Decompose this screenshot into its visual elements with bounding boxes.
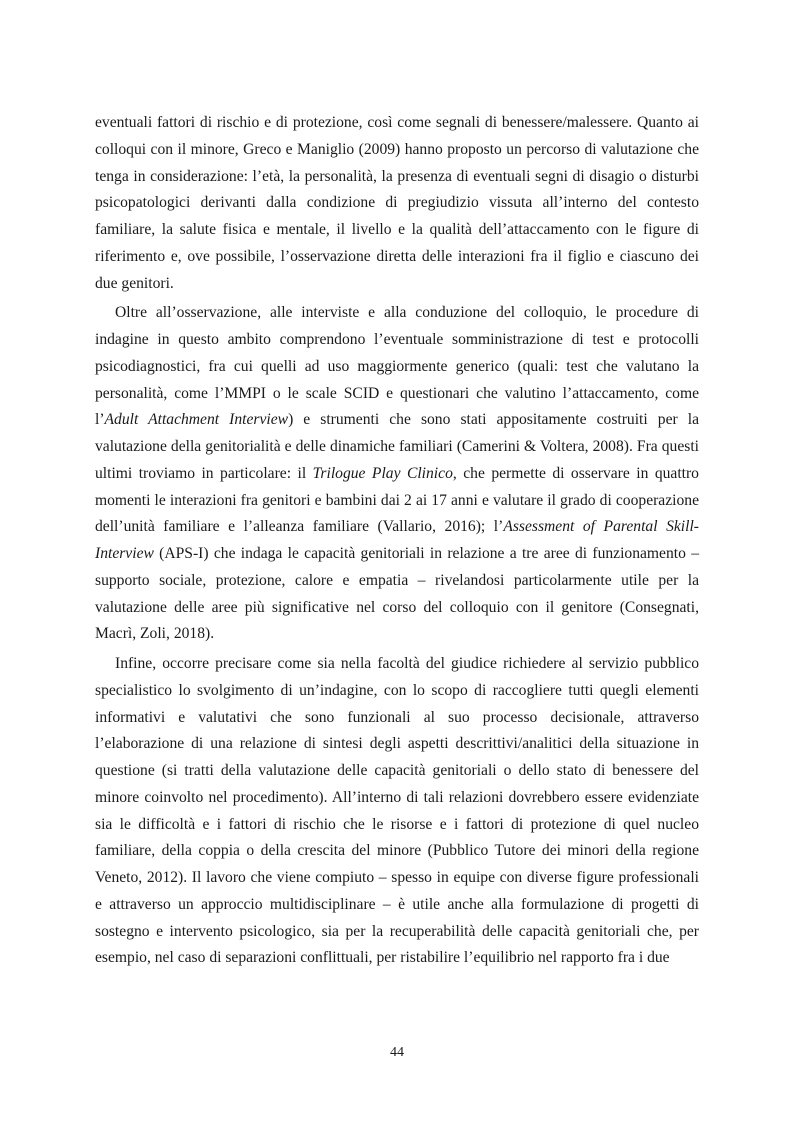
paragraph-continuation [95,110,699,297]
paragraph-2-segment-3: ) e strumenti che sono stati appositamente costruiti per la valutazione della genitorialità e delle dinamiche familiari (Camerini & Voltera, 2008). Fra questi ultimi troviamo in particolare: il [95,411,699,482]
paragraph-judicial-request [95,651,699,972]
title-assessment-of-parental-skill-interview: Assessment of Parental Skill-Interview [95,518,699,562]
page-number: 44 [390,1045,404,1060]
paragraph-3-segment-1: Infine, occorre precisare come sia nella facoltà del giudice richiedere al servizio pubblico specialistico lo svolgimento di un’indagine, con lo scopo di raccogliere tutti quegli elementi informativi e valutativi che sono funzionali al suo processo decisionale, attraverso l’elaborazione di una relazione di sintesi degli aspetti descrittivi/analitici della situazione in questione (si tratti della valutazione delle capacità genitoriali o dello stato di benessere del minore coinvolto nel procedimento). All’interno di tali relazioni dovrebbero essere evidenziate sia le difficoltà e i fattori di rischio che le risorse e i fattori di protezione di quel nucleo familiare, della coppia o della crescita del minore (Pubblico Tutore dei minori della regione Veneto, 2012). Il lavoro che viene compiuto – spesso in equipe con diverse figure professionali e attraverso un approccio multidisciplinare – è utile anche alla formulazione di progetti di sostegno e intervento psicologico, sia per la recuperabilità delle capacità genitoriali che, per esempio, nel caso di separazioni conflittuali, per ristabilire l’equilibrio nel rapporto fra i due [95,655,699,967]
paragraph-2-segment-1: Oltre all’osservazione, alle interviste e alla conduzione del colloquio, le procedure di indagine in questo ambito comprendono l’eventuale somministrazione di test e protocolli psicodiagnostici, fra cui quelli ad uso maggiormente generico (quali: test che valutano la personalità, come l’MMPI o le scale SCID e questionari che valutino l’attaccamento, come l’ [95,304,699,429]
paragraph-1-segment-1: eventuali fattori di rischio e di protezione, così come segnali di benessere/malessere. Quanto ai colloqui con il minore, Greco e Maniglio (2009) hanno proposto un percorso di valutazione che tenga in considerazione: l’età, la personalità, la presenza di eventuali segni di disagio o disturbi psicopatologici derivanti dalla condizione di pregiudizio vissuta all’interno del contesto familiare, la salute fisica e mentale, il livello e la qualità dell’attaccamento con le figure di riferimento e, ove possibile, l’osservazione diretta delle interazioni fra il figlio e ciascuno dei due genitori. [95,114,699,292]
paragraph-2-segment-5: , che permette di osservare in quattro momenti le interazioni fra genitori e bambini dai 2 ai 17 anni e valutare il grado di cooperazione dell’unità familiare e l’alleanza familiare (Vallario, 2016); l’ [95,464,699,536]
body-text [95,110,699,972]
title-trilogue-play-clinico: Trilogue Play Clinico [312,464,453,482]
paragraph-2-segment-7: (APS-I) che indaga le capacità genitoriali in relazione a tre aree di funzionamento – supporto sociale, protezione, calore e empatia – rivelandosi particolarmente utile per la valutazione delle aree più significative nel corso del colloquio con il genitore (Consegnati, Macrì, Zoli, 2018). [95,545,699,643]
title-adult-attachment-interview: Adult Attachment Interview [104,411,289,429]
paragraph-assessment-tools [95,300,699,648]
